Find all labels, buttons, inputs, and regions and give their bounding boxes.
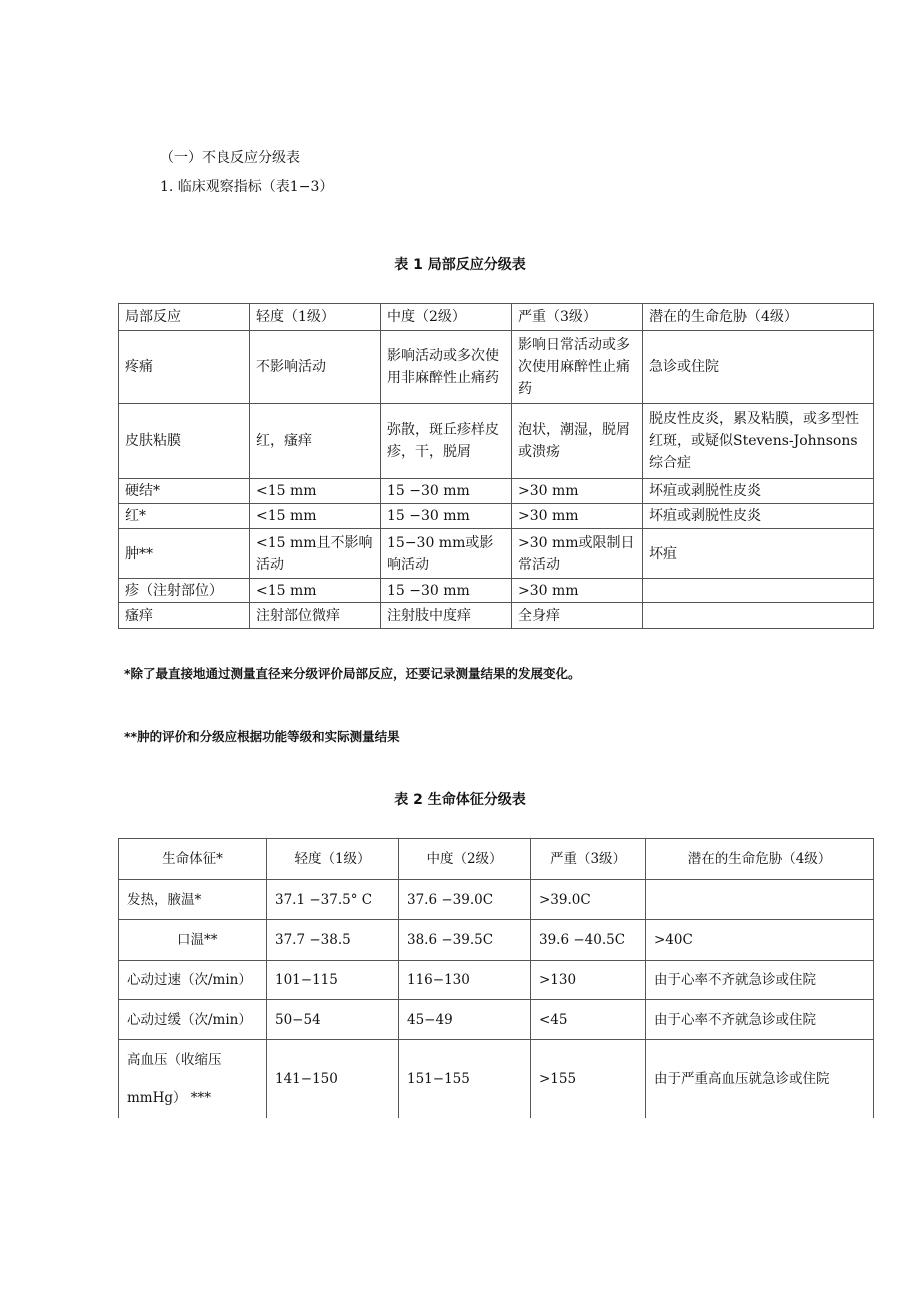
table1-title: 表 1 局部反应分级表 — [394, 257, 526, 273]
header-cell: 潜在的生命危胁（4级） — [643, 304, 874, 331]
table-cell: 101−115 — [267, 961, 399, 1000]
header-cell: 潜在的生命危胁（4级） — [646, 839, 874, 880]
table2-title: 表 2 生命体征分级表 — [394, 792, 526, 808]
table-cell: 坏疽 — [643, 529, 874, 579]
table-cell: 红，瘙痒 — [250, 404, 381, 479]
table-cell: 45−49 — [399, 1000, 531, 1040]
table-row — [119, 603, 874, 629]
table-cell: >39.0C — [531, 880, 646, 920]
section-heading: （一）不良反应分级表 — [160, 150, 300, 166]
table-cell: >40C — [646, 920, 874, 961]
table-cell: >30 mm或限制日常活动 — [512, 529, 643, 579]
table-cell: 15−30 mm或影响活动 — [381, 529, 512, 579]
table-row — [119, 404, 874, 479]
local-reaction-table — [118, 303, 874, 629]
table-cell: 红* — [119, 504, 250, 529]
table-cell: 39.6 −40.5C — [531, 920, 646, 961]
header-cell: 生命体征* — [119, 839, 267, 880]
header-cell: 轻度（1级） — [250, 304, 381, 331]
table-cell: 高血压（收缩压mmHg） *** — [119, 1040, 267, 1118]
table-cell: 弥散，斑丘疹样皮疹，干，脱屑 — [381, 404, 512, 479]
table-header-row — [119, 839, 874, 880]
table-cell: 全身痒 — [512, 603, 643, 629]
table-cell: 肿** — [119, 529, 250, 579]
header-cell: 严重（3级） — [531, 839, 646, 880]
table-row — [119, 504, 874, 529]
table-cell: >130 — [531, 961, 646, 1000]
table-cell: >30 mm — [512, 479, 643, 504]
table-cell: <15 mm且不影响活动 — [250, 529, 381, 579]
table-row — [119, 880, 874, 920]
header-cell: 局部反应 — [119, 304, 250, 331]
table-cell: 不影响活动 — [250, 331, 381, 404]
table-cell — [643, 579, 874, 603]
table-cell — [643, 603, 874, 629]
table-cell: 37.7 −38.5 — [267, 920, 399, 961]
table-row — [119, 1040, 874, 1118]
table-row — [119, 529, 874, 579]
table-cell: 心动过速（次/min） — [119, 961, 267, 1000]
table-row — [119, 920, 874, 961]
footnote-2: **肿的评价和分级应根据功能等级和实际测量结果 — [124, 729, 400, 744]
table-cell: 心动过缓（次/min） — [119, 1000, 267, 1040]
table-cell: 15 −30 mm — [381, 579, 512, 603]
table-cell: >30 mm — [512, 579, 643, 603]
table-cell: 50−54 — [267, 1000, 399, 1040]
table-cell: 116−130 — [399, 961, 531, 1000]
header-cell: 中度（2级） — [381, 304, 512, 331]
table-cell: >155 — [531, 1040, 646, 1118]
table-cell: 坏疽或剥脱性皮炎 — [643, 504, 874, 529]
table-cell: 脱皮性皮炎，累及粘膜，或多型性红斑，或疑似Stevens-Johnsons综合症 — [643, 404, 874, 479]
table-cell: <45 — [531, 1000, 646, 1040]
vital-signs-table — [118, 838, 874, 1118]
table-cell: <15 mm — [250, 504, 381, 529]
sub-heading: 1. 临床观察指标（表1−3） — [160, 179, 334, 195]
table-row — [119, 579, 874, 603]
table-cell: 急诊或住院 — [643, 331, 874, 404]
table-cell: 瘙痒 — [119, 603, 250, 629]
table-header-row — [119, 304, 874, 331]
table-cell: 由于心率不齐就急诊或住院 — [646, 1000, 874, 1040]
table-cell: 疼痛 — [119, 331, 250, 404]
header-cell: 严重（3级） — [512, 304, 643, 331]
table-cell: 151−155 — [399, 1040, 531, 1118]
table-cell: 38.6 −39.5C — [399, 920, 531, 961]
table-cell: 皮肤粘膜 — [119, 404, 250, 479]
table-cell: 硬结* — [119, 479, 250, 504]
table-cell: 由于严重高血压就急诊或住院 — [646, 1040, 874, 1118]
header-cell: 轻度（1级） — [267, 839, 399, 880]
table-cell: 注射肢中度痒 — [381, 603, 512, 629]
table-cell: 坏疽或剥脱性皮炎 — [643, 479, 874, 504]
table-cell: 15 −30 mm — [381, 479, 512, 504]
table-row — [119, 1000, 874, 1040]
table-cell: 141−150 — [267, 1040, 399, 1118]
table-row — [119, 479, 874, 504]
header-cell: 中度（2级） — [399, 839, 531, 880]
table-cell: 注射部位微痒 — [250, 603, 381, 629]
table-cell: 疹（注射部位） — [119, 579, 250, 603]
table-cell: <15 mm — [250, 579, 381, 603]
table-cell: 37.6 −39.0C — [399, 880, 531, 920]
table-cell: 泡状，潮湿，脱屑或溃疡 — [512, 404, 643, 479]
table-row — [119, 331, 874, 404]
table-cell: 由于心率不齐就急诊或住院 — [646, 961, 874, 1000]
footnote-1: *除了最直接地通过测量直径来分级评价局部反应，还要记录测量结果的发展变化。 — [124, 666, 581, 681]
table-row — [119, 961, 874, 1000]
table-cell: 口温** — [119, 920, 267, 961]
table-cell: 影响日常活动或多次使用麻醉性止痛药 — [512, 331, 643, 404]
table-cell: 15 −30 mm — [381, 504, 512, 529]
table-cell — [646, 880, 874, 920]
table-cell: 影响活动或多次使用非麻醉性止痛药 — [381, 331, 512, 404]
table-cell: >30 mm — [512, 504, 643, 529]
table-cell: 37.1 −37.5° C — [267, 880, 399, 920]
table-cell: <15 mm — [250, 479, 381, 504]
table-cell: 发热，腋温* — [119, 880, 267, 920]
